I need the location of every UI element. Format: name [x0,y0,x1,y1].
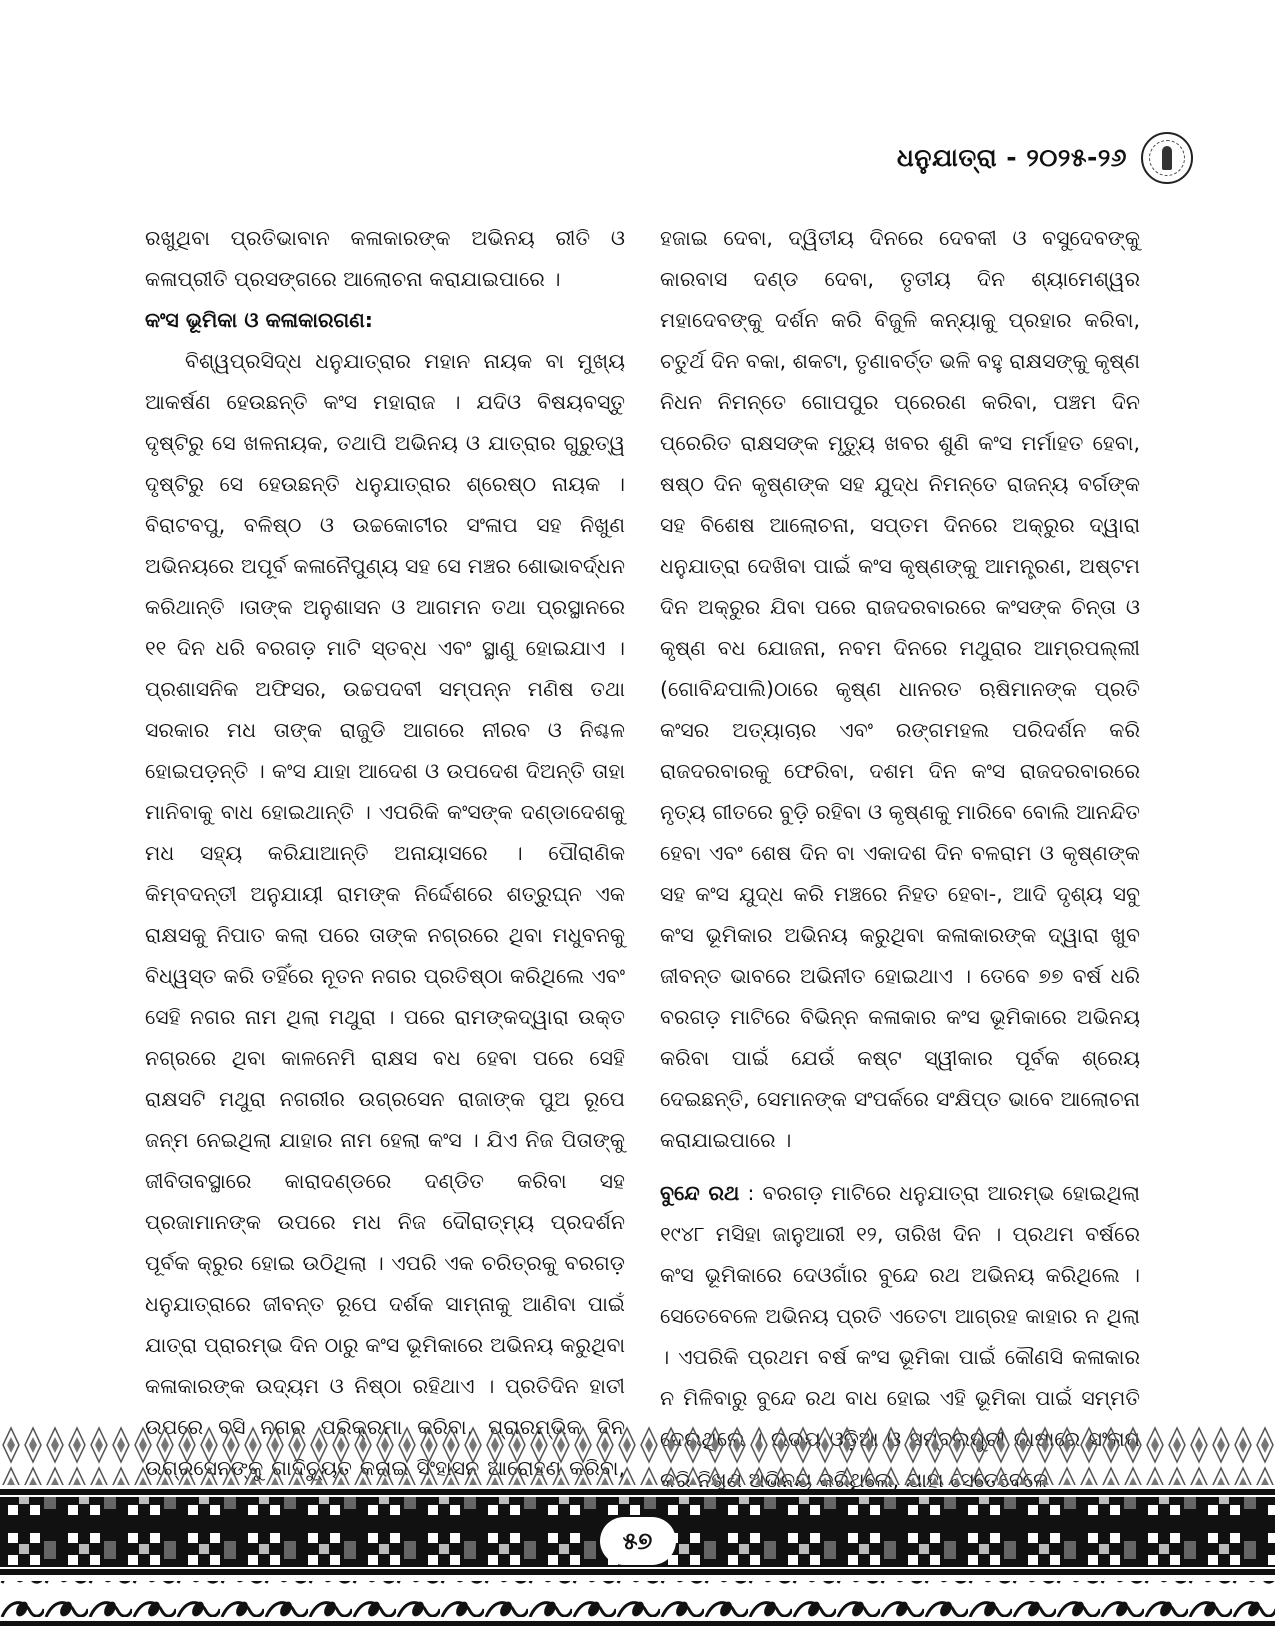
dhanuyatra-emblem-icon [1141,132,1193,184]
article-body [145,218,1140,1418]
paragraph: ବିଶ୍ୱପ୍ରସିଦ୍ଧ ଧନୁଯାତ୍ରାର ମହାନ ନାୟକ ବା ମୁଖ୍ୟ ଆକର୍ଷଣ ହେଉଛନ୍ତି କଂସ ମହାରାଜ । ଯଦିଓ ବିଷୟବସ୍ତୁ ଦୃଷ୍ଟିରୁ ସେ ଖଳନାୟକ, ତଥାପି ଅଭିନୟ ଓ ଯାତ୍ରାର ଗୁରୁତ୍ୱ ଦୃଷ୍ଟିରୁ ସେ ହେଉଛନ୍ତି ଧନୁଯାତ୍ରାର ଶ୍ରେଷ୍ଠ ନାୟକ । ବିରାଟବପୁ, ବଳିଷ୍ଠ ଓ ଉଚ୍ଚକୋଟୀର ସଂଳାପ ସହ ନିଖୁଣ ଅଭିନୟରେ ଅପୂର୍ବ କଳାନୈପୁଣ୍ୟ ସହ ସେ ମଞ୍ଚର ଶୋଭାବର୍ଦ୍ଧନ କରିଥାନ୍ତି ।ତାଙ୍କ ଅନୁଶାସନ ଓ ଆଗମନ ତଥା ପ୍ରସ୍ଥାନରେ ୧୧ ଦିନ ଧରି ବରଗଡ଼ ମାଟି ସ୍ତବ୍ଧ ଏବଂ ସ୍ଥାଣୁ ହୋଇଯାଏ । ପ୍ରଶାସନିକ ଅଫିସର, ଉଚ୍ଚପଦବୀ ସମ୍ପନ୍ନ ମଣିଷ ତଥା ସରକାର ମଧ ତାଙ୍କ ରାଜୁଡି ଆଗରେ ନୀରବ ଓ ନିଶ୍ଚଳ ହୋଇପଡ଼ନ୍ତି । କଂସ ଯାହା ଆଦେଶ ଓ ଉପଦେଶ ଦିଅନ୍ତି ତାହା ମାନିବାକୁ ବାଧ ହୋଇଥାନ୍ତି । ଏପରିକି କଂସଙ୍କ ଦଣ୍ଡାଦେଶକୁ ମଧ ସହ୍ୟ କରିଯାଆନ୍ତି ଅନାୟାସରେ । ପୌରାଣିକ କିମ୍ବଦନ୍ତୀ ଅନୁଯାୟୀ ରାମଙ୍କ ନିର୍ଦ୍ଦେଶରେ ଶତ୍ରୁଘ୍ନ ଏକ ରାକ୍ଷସକୁ ନିପାତ କଲା ପରେ ତାଙ୍କ ନଗ୍ରରେ ଥିବା ମଧୁବନକୁ ବିଧ୍ୱସ୍ତ କରି ତହିଁରେ ନୂତନ ନଗର ପ୍ରତିଷ୍ଠା କରିଥିଲେ ଏବଂ ସେହି ନଗର ନାମ ଥିଲା ମଥୁରା । ପରେ ରାମଙ୍କଦ୍ୱାରା ଉକ୍ତ ନଗ୍ରରେ ଥିବା କାଳନେମି ରାକ୍ଷସ ବଧ ହେବା ପରେ ସେହି ରାକ୍ଷସଟି ମଥୁରା ନଗରୀର ଉଗ୍ରସେନ ରାଜାଙ୍କ ପୁଅ ରୂପେ ଜନ୍ମ ନେଇଥିଲା ଯାହାର ନାମ ହେଲା କଂସ । ଯିଏ ନିଜ ପିତାଙ୍କୁ ଜୀବିତାବସ୍ଥାରେ କାରାଦଣ୍ଡରେ ଦଣ୍ଡିତ କରିବା ସହ ପ୍ରଜାମାନଙ୍କ ଉପରେ ମଧ ନିଜ ଦୌରାତ୍ମ୍ୟ ପ୍ରଦର୍ଶନ ପୂର୍ବକ କ୍ରୁର ହୋଇ ଉଠିଥିଲା । ଏପରି ଏକ ଚରିତ୍ରକୁ ବରଗଡ଼ ଧନୁଯାତ୍ରାରେ ଜୀବନ୍ତ ରୂପେ ଦର୍ଶକ ସାମ୍ନାକୁ ଆଣିବା ପାଇଁ ଯାତ୍ରା ପ୍ରାରମ୍ଭ ଦିନ ଠାରୁ କଂସ ଭୂମିକାରେ ଅଭିନୟ କରୁଥିବା କଳାକାରଙ୍କ ଉଦ୍ୟମ ଓ ନିଷ୍ଠା ରହିଥାଏ । ପ୍ରତିଦିନ ହାତୀ [145,349,625,1398]
right-column [660,218,1140,1418]
paragraph: ହଜାଇ ଦେବା, ଦ୍ୱିତୀୟ ଦିନରେ ଦେବକୀ ଓ ବସୁଦେବଙ୍କୁ କାରବାସ ଦଣ୍ଡ ଦେବା, ତୃତୀୟ ଦିନ ଶ୍ୟାମେଶ୍ୱର ମହାଦେବଙ୍କୁ ଦର୍ଶନ କରି ବିଜୁଳି କନ୍ୟାକୁ ପ୍ରହାର କରିବା, ଚତୁର୍ଥ ଦିନ ବକା, ଶକଟା, ତୃଣାବର୍ତ୍ତ ଭଳି ବହୁ ରାକ୍ଷସଙ୍କୁ କୃଷ୍ଣ ନିଧନ ନିମନ୍ତେ ଗୋପପୁର ପ୍ରେରଣ କରିବା, ପଞ୍ଚମ ଦିନ ପ୍ରେରିତ ରାକ୍ଷସଙ୍କ ମୃତ୍ୟୁ ଖବର ଶୁଣି କଂସ ମର୍ମାହତ ହେବା, ଷଷ୍ଠ ଦିନ କୃଷ୍ଣଙ୍କ ସହ ଯୁଦ୍ଧ ନିମନ୍ତେ ରାଜନ୍ୟ ବର୍ଗଙ୍କ ସହ ବିଶେଷ ଆଲୋଚନା, ସପ୍ତମ ଦିନରେ ଅକ୍ରୁର ଦ୍ୱାରା ଧନୁଯାତ୍ରା ଦେଖିବା ପାଇଁ କଂସ କୃଷ୍ଣଙ୍କୁ ଆମନ୍ତ୍ରଣ, ଅଷ୍ଟମ ଦିନ ଅକ୍ରୁର ଯିବା ପରେ ରାଜଦରବାରରେ କଂସଙ୍କ ଚିନ୍ତା ଓ କୃଷ୍ଣ ବଧ ଯୋଜନା, ନବମ ଦିନରେ ମଥୁରାର ଆମ୍ରପଲ୍ଲୀ (ଗୋବିନ୍ଦପାଲି)ଠାରେ କୃଷ୍ଣ ଧାନରତ ଋଷିମାନଙ୍କ ପ୍ରତି କଂସର ଅତ୍ୟାଚାର ଏବଂ ରଙ୍ଗମହଲ ପରିଦର୍ଶନ କରି ରାଜଦରବାରକୁ ଫେରିବା, ଦଶମ ଦିନ କଂସ ରାଜଦରବାରରେ ନୃତ୍ୟ ଗୀତରେ ବୁଡ଼ି ରହିବା ଓ କୃଷ୍ଣକୁ ମାରିବେ ବୋଲି ଆନନ୍ଦିତ ହେବା ଏବଂ ଶେଷ ଦିନ ବା ଏକାଦଶ ଦିନ ବଳରାମ ଓ କୃଷ୍ଣଙ୍କ ସହ କଂସ ଯୁଦ୍ଧ କରି ମଞ୍ଚରେ ନିହତ ହେବା-, ଆଦି ଦୃଶ୍ୟ ସବୁ କଂସ ଭୂମିକାର ଅଭିନୟ କରୁଥିବା କଳାକାରଙ୍କ ଦ୍ୱାରା ଖୁବ ଜୀବନ୍ତ ଭାବରେ ଅଭିନୀତ ହୋଇଥାଏ । ତେବେ ୭୭ ବର୍ଷ ଧରି ବରଗଡ଼ ମାଟିରେ ବିଭିନ୍ନ କଳାକାର କଂସ ଭୂମିକାରେ ଅଭିନୟ କରିବା ପାଇଁ ଯେଉଁ କଷ୍ଟ ସ୍ୱୀକାର ପୂର୍ବକ ଶ୍ରେୟ ଦେଇଛନ୍ତି, ସେମାନଙ୍କ ସଂପର୍କରେ ସଂକ୍ଷିପ୍ତ ଭାବେ ଆଲୋଚନା କରାଯାଇପାରେ । [660,226,1141,1152]
left-column [145,218,625,1418]
paragraph-body: : ବରଗଡ଼ ମାଟିରେ ଧନୁଯାତ୍ରା ଆରମ୍ଭ ହୋଇଥିଲା ୧୯୪୮ ମସିହା ଜାନୁଆରୀ ୧୨, ତାରିଖ ଦିନ । ପ୍ରଥମ ବର୍ଷରେ କଂସ ଭୂମିକାରେ ଦେଓଗାଁର ବୁନ୍ଦେ ରଥ ଅଭିନୟ କରିଥିଲେ । ସେତେବେଳେ ଅଭିନୟ ପ୍ରତି ଏତେଟା ଆଗ୍ରହ କାହାର ନ ଥିଲା । ଏପରିକି ପ୍ରଥମ ବର୍ଷ କଂସ ଭୂମିକା ପାଇଁ କୌଣସି କଳାକାର ନ ମିଳିବାରୁ ବୁନ୍ଦେ ରଥ ବାଧ ହୋଇ ଏହି ଭୂମିକା ପାଇଁ ସମ୍ମତି [660,1181,1141,1410]
footer-border [0,1425,1275,1650]
page-number: ୫୭ [600,1517,676,1565]
page-header [897,132,1193,184]
paragraph: ରଖୁଥିବା ପ୍ରତିଭାବାନ କଳାକାରଙ୍କ ଅଭିନୟ ରୀତି ଓ କଳାପ୍ରୀତି ପ୍ରସଙ୍ଗରେ ଆଲୋଚନା କରାଯାଇପାରେ । [145,226,625,291]
running-title: ଧନୁଯାତ୍ରା - ୨୦୨୫-୨୬ [896,143,1127,172]
paragraph-lead: ବୁନ୍ଦେ ରଥ [660,1181,740,1205]
section-heading: କଂସ ଭୂମିକା ଓ କଳାକାରଗଣ: [145,308,373,332]
